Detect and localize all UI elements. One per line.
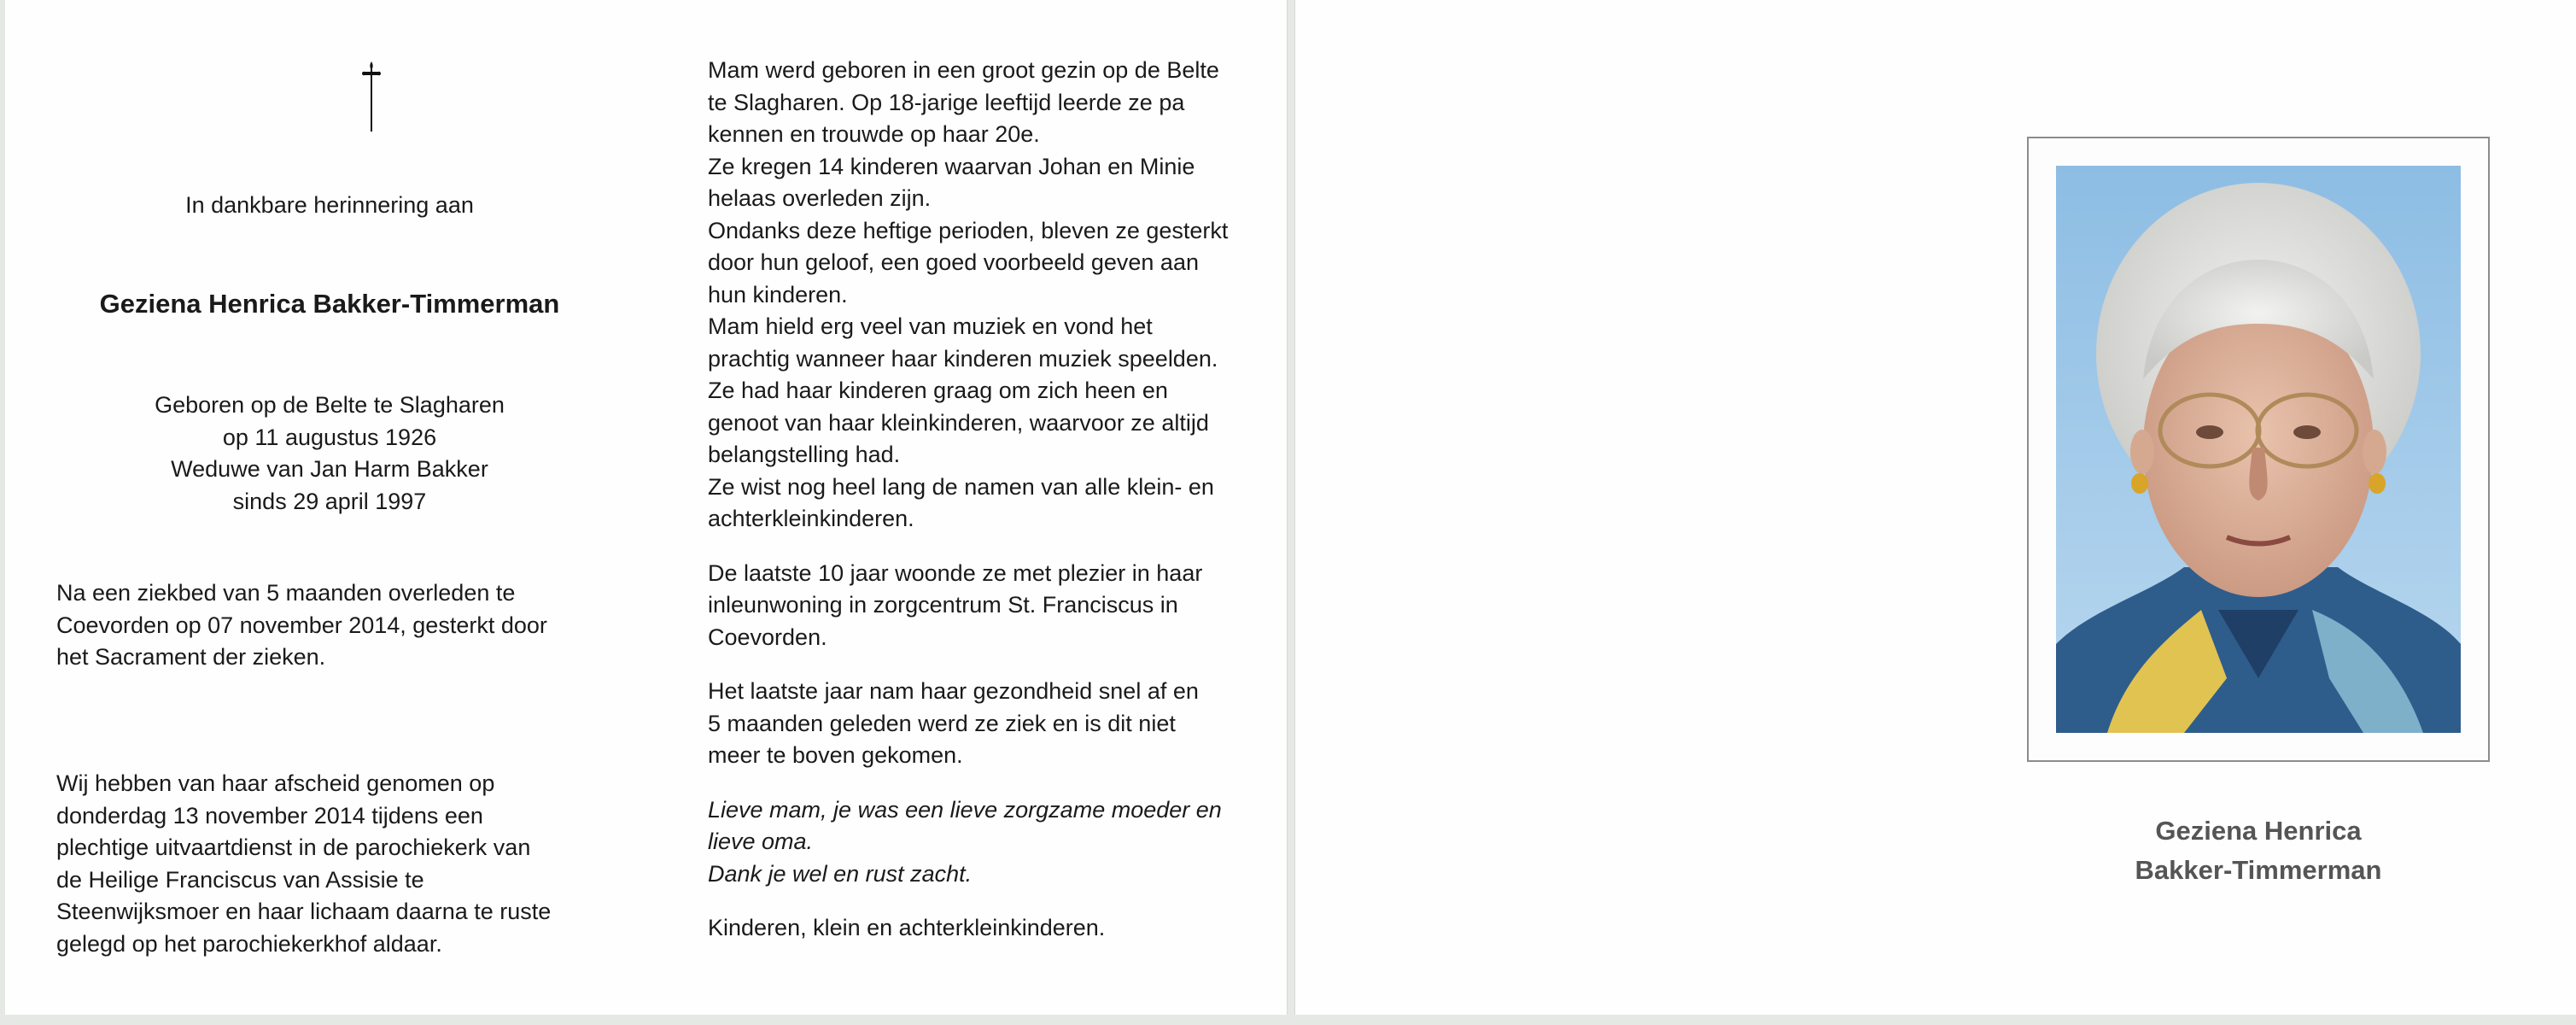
residence-paragraph <box>708 558 1254 654</box>
life-story-paragraph <box>708 55 1254 536</box>
life-line: te Slagharen. Op 18-jarige leeftijd leerde ze pa <box>708 89 1185 115</box>
deceased-name-heading: Geziena Henrica Bakker-Timmerman <box>99 289 560 319</box>
intro-text: In dankbare herinnering aan <box>185 192 474 218</box>
life-line: achterkleinkinderen. <box>708 506 914 531</box>
life-line: prachtig wanneer haar kinderen muziek speelden. <box>708 345 1218 372</box>
death-line: het Sacrament der zieken. <box>56 644 326 670</box>
farewell-paragraph <box>708 794 1254 891</box>
caption-line: Geziena Henrica <box>2155 816 2362 846</box>
residence-line: De laatste 10 jaar woonde ze met plezier in haar <box>708 559 1203 586</box>
life-line: kennen en trouwde op haar 20e. <box>708 121 1040 147</box>
portrait-photo-icon <box>2056 166 2461 733</box>
caption-line: Bakker-Timmerman <box>2135 855 2382 885</box>
life-line: Ze had haar kinderen graag om zich heen en <box>708 378 1168 403</box>
life-line: belangstelling had. <box>708 442 901 467</box>
life-line: Ze kregen 14 kinderen waarvan Johan en Minie <box>708 153 1195 179</box>
farewell-line: Lieve mam, je was een lieve zorgzame moeder en <box>708 796 1222 823</box>
birth-line: Weduwe van Jan Harm Bakker <box>171 456 488 482</box>
photo-frame <box>2027 137 2490 762</box>
residence-line: inleunwoning in zorgcentrum St. Franciscus in <box>708 592 1178 618</box>
middle-page-column <box>708 55 1254 967</box>
funeral-line: Steenwijksmoer en haar lichaam daarna te ruste <box>56 899 552 924</box>
funeral-line: plechtige uitvaartdienst in de parochiekerk van <box>56 835 531 860</box>
health-paragraph <box>708 676 1254 772</box>
funeral-line: gelegd op het parochiekerkhof aldaar. <box>56 930 442 957</box>
life-line: Mam hield erg veel van muziek en vond het <box>708 313 1153 339</box>
birth-line: sinds 29 april 1997 <box>232 488 427 514</box>
life-line: Mam werd geboren in een groot gezin op de Belte <box>708 57 1219 83</box>
health-line: Het laatste jaar nam haar gezondheid snel af en <box>708 678 1199 704</box>
funeral-line: de Heilige Franciscus van Assisie te <box>56 866 424 893</box>
birth-line: op 11 augustus 1926 <box>222 424 437 450</box>
death-line: Coevorden op 07 november 2014, gesterkt door <box>56 612 547 638</box>
life-line: genoot van haar kleinkinderen, waarvoor ze altijd <box>708 409 1209 436</box>
funeral-line: donderdag 13 november 2014 tijdens een <box>56 802 483 829</box>
birth-line: Geboren op de Belte te Slagharen <box>155 392 505 418</box>
death-line: Na een ziekbed van 5 maanden overleden te <box>56 580 516 606</box>
birth-details <box>56 390 603 518</box>
life-line: Ze wist nog heel lang de namen van alle klein- en <box>708 473 1214 500</box>
signature-line: Kinderen, klein en achterkleinkinderen. <box>708 915 1106 940</box>
farewell-line: lieve oma. <box>708 829 814 854</box>
cross-icon <box>360 60 383 143</box>
residence-line: Coevorden. <box>708 624 827 650</box>
life-line: helaas overleden zijn. <box>708 185 932 211</box>
funeral-line: Wij hebben van haar afscheid genomen op <box>56 770 495 796</box>
life-line: hun kinderen. <box>708 281 848 308</box>
health-line: 5 maanden geleden werd ze ziek en is dit niet <box>708 710 1176 736</box>
card-left-panel <box>5 0 1288 1015</box>
farewell-line: Dank je wel en rust zacht. <box>708 860 973 887</box>
life-line: Ondanks deze heftige perioden, bleven ze gesterkt <box>708 217 1229 243</box>
health-line: meer te boven gekomen. <box>708 742 963 768</box>
funeral-paragraph <box>56 768 620 960</box>
death-paragraph <box>56 577 603 674</box>
life-line: door hun geloof, een goed voorbeeld geven aan <box>708 249 1199 275</box>
photo-caption <box>2027 811 2490 890</box>
